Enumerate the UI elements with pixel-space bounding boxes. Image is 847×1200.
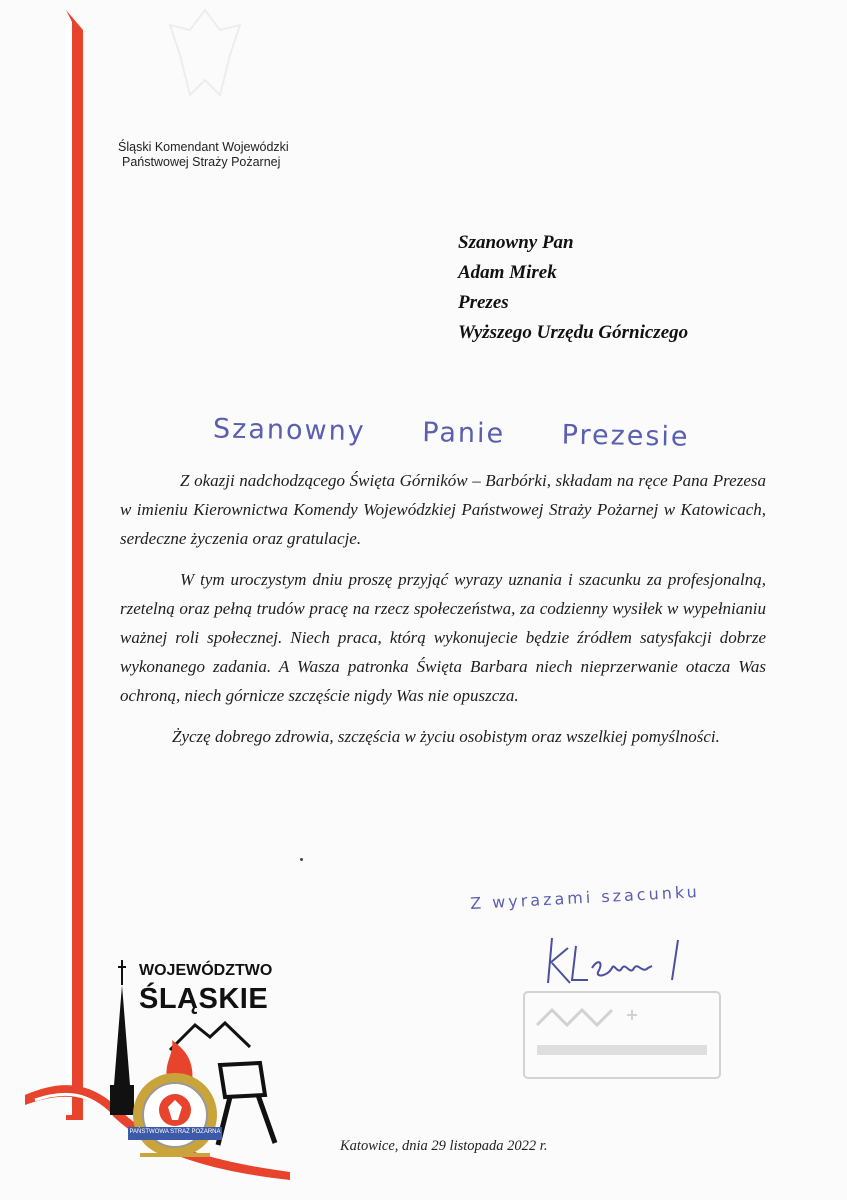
addressee-line-3: Prezes — [458, 292, 509, 313]
salutation-word-1: Szanowny — [212, 413, 366, 448]
region-name-line-2: ŚLĄSKIE — [139, 983, 269, 1015]
handwritten-closing: Z wyrazami szacunku — [469, 881, 701, 914]
letter-body — [120, 466, 766, 762]
stray-dot — [300, 858, 303, 861]
eagle-watermark-icon — [160, 0, 250, 110]
region-name-line-1: WOJEWÓDZTWO — [139, 962, 273, 979]
sender-block — [118, 140, 289, 170]
addressee-line-4: Wyższego Urzędu Górniczego — [458, 322, 689, 343]
sender-line-1: Śląski Komendant Wojewódzki — [118, 140, 289, 154]
body-paragraph-1: Z okazji nadchodzącego Święta Górników – Barbórki, składam na ręce Pana Prezesa w imieniu Kierownictwa Komendy Wojewódzkiej Państwowej Straży Pożarnej w Katowicach, serdeczne życzenia oraz gratulacje. — [120, 471, 766, 549]
addressee-line-1: Szanowny Pan — [458, 232, 574, 253]
badge-ribbon-text: PAŃSTWOWA STRAŻ POŻARNA — [129, 1129, 221, 1135]
handwritten-signature — [538, 928, 698, 998]
salutation-word-2: Panie — [422, 417, 506, 450]
addressee-line-2: Adam Mirek — [458, 262, 557, 283]
body-paragraph-2: W tym uroczystym dniu proszę przyjąć wyrazy uznania i szacunku za profesjonalną, rzetelną oraz pełną trudów pracę na rzecz społeczeństwa, za codzienny wysiłek w wypełnianiu ważnej roli społecznej. Niech praca, którą wykonujecie będzie źródłem satysfakcji dobrze wykonanego zadania. A Wasza patronka Święta Barbara niech nieprzerwanie otacza Was ochroną, niech górnicze szczęście nigdy Was nie opuszcza. — [120, 569, 766, 706]
sender-line-2: Państwowej Straży Pożarnej — [122, 155, 281, 169]
place-and-date: Katowice, dnia 29 listopada 2022 r. — [340, 1138, 548, 1154]
body-paragraph-3: Życzę dobrego zdrowia, szczęścia w życiu osobistym oraz wszelkiej pomyślności. — [172, 726, 720, 746]
faded-stamp-icon — [522, 990, 722, 1080]
addressee-block — [458, 228, 688, 348]
salutation-word-3: Prezesie — [561, 419, 690, 453]
